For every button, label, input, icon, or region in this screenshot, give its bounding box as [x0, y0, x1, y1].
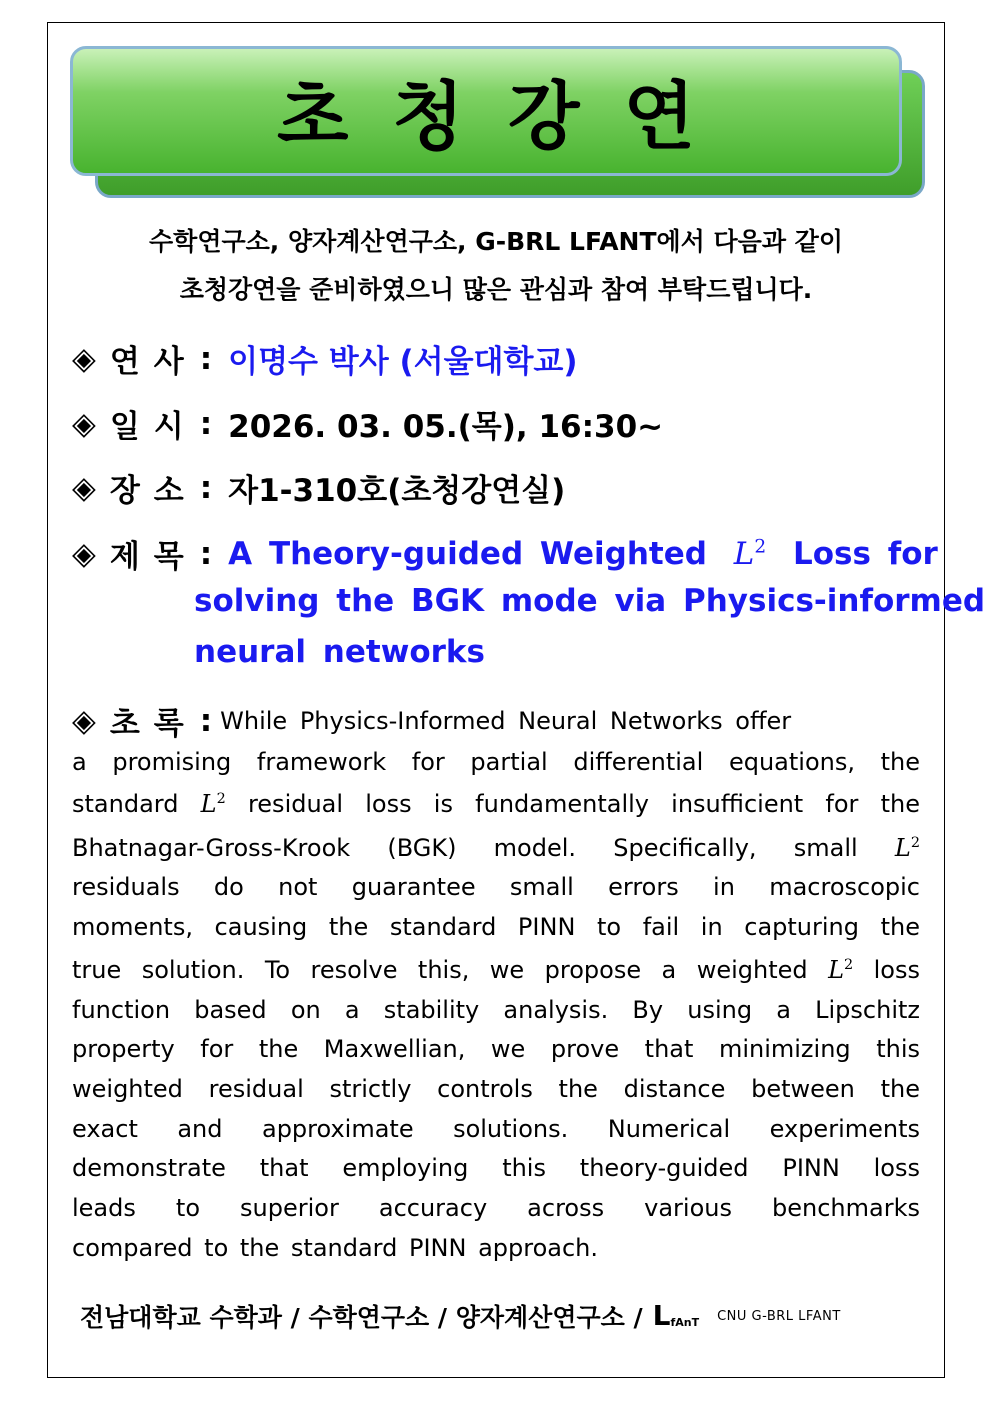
- math-exponent: 2: [844, 957, 854, 973]
- talk-title-line-3: neural networks: [194, 634, 485, 670]
- abstract-line-3: [72, 790, 920, 818]
- math-exponent: 2: [754, 536, 767, 558]
- place-row: [72, 465, 565, 510]
- abstract-line-13: leads to superior accuracy across various benchmarks: [72, 1194, 920, 1222]
- math-base: L: [200, 790, 217, 818]
- abstract-line-7-pre: true solution. To resolve this, we propose a weighted: [72, 956, 808, 984]
- math-exponent: 2: [910, 835, 920, 851]
- intro-line-1: 수학연구소, 양자계산연구소, G-BRL LFANT에서 다음과 같이: [149, 227, 843, 256]
- abstract-line-10: weighted residual strictly controls the distance between the: [72, 1075, 920, 1103]
- lfant-logo: [652, 1299, 700, 1332]
- talk-title-line-1-post: Loss for: [793, 535, 938, 572]
- abstract-line-11: exact and approximate solutions. Numerical experiments: [72, 1115, 920, 1143]
- abstract-line-4: [72, 834, 920, 862]
- colon: :: [199, 405, 213, 442]
- footer-lab-name: CNU G-BRL LFANT: [717, 1308, 841, 1324]
- abstract-line-6: moments, causing the standard PINN to fail in capturing the: [72, 913, 920, 941]
- datetime-row: [72, 401, 663, 446]
- talk-title-line-1: [228, 536, 938, 572]
- datetime-value: 2026. 03. 05.(목), 16:30~: [228, 409, 664, 445]
- abstract-line-3-pre: standard: [72, 790, 179, 818]
- abstract-line-14: compared to the standard PINN approach.: [72, 1234, 599, 1262]
- abstract-line-3-post: residual loss is fundamentally insufficient for the: [247, 790, 920, 818]
- colon: :: [199, 535, 213, 572]
- colon: :: [199, 469, 213, 506]
- abstract-line-9: property for the Maxwellian, we prove that minimizing this: [72, 1035, 920, 1063]
- datetime-label: 일시: [109, 409, 198, 445]
- abstract-row: [72, 698, 791, 743]
- diamond-bullet-icon: ◈: [72, 469, 96, 506]
- logo-letter-l: L: [652, 1299, 671, 1332]
- l2-math-symbol: [895, 834, 920, 862]
- diamond-bullet-icon: ◈: [72, 405, 96, 442]
- abstract-line-1: While Physics-Informed Neural Networks offer: [220, 706, 792, 735]
- abstract-line-8: function based on a stability analysis. By using a Lipschitz: [72, 996, 920, 1024]
- footer-text: 전남대학교 수학과 / 수학연구소 / 양자계산연구소 /: [80, 1303, 643, 1332]
- speaker-row: [72, 336, 578, 381]
- l2-math-symbol: [201, 790, 226, 818]
- abstract-line-4-pre: Bhatnagar-Gross-Krook (BGK) model. Specifically, small: [72, 834, 858, 862]
- abstract-label: 초록: [109, 706, 198, 742]
- abstract-line-7-post: loss: [873, 956, 920, 984]
- abstract-line-7: [72, 956, 920, 984]
- colon: :: [199, 340, 213, 377]
- abstract-line-5: residuals do not guarantee small errors in macroscopic: [72, 873, 920, 901]
- math-base: L: [828, 956, 845, 984]
- math-exponent: 2: [216, 791, 226, 807]
- talk-title-row: [72, 531, 938, 576]
- diamond-bullet-icon: ◈: [72, 702, 96, 739]
- math-base: L: [894, 834, 911, 862]
- speaker-label: 연사: [109, 344, 198, 380]
- diamond-bullet-icon: ◈: [72, 340, 96, 377]
- talk-title-line-1-pre: A Theory-guided Weighted: [228, 535, 707, 572]
- logo-fant: fAnT: [670, 1316, 700, 1329]
- footer: [80, 1298, 841, 1334]
- abstract-line-12: demonstrate that employing this theory-guided PINN loss: [72, 1154, 920, 1182]
- abstract-line-2: a promising framework for partial differential equations, the: [72, 748, 920, 776]
- l2-math-symbol: [828, 956, 853, 984]
- talk-title-label: 제목: [109, 539, 198, 575]
- intro-line-2: 초청강연을 준비하였으니 많은 관심과 참여 부탁드립니다.: [179, 275, 813, 304]
- poster-title: 초청강연: [277, 74, 739, 160]
- talk-title-line-2: solving the BGK mode via Physics-informed: [194, 583, 986, 619]
- title-banner: [70, 46, 902, 176]
- place-label: 장소: [109, 473, 198, 509]
- place-value: 자1-310호(초청강연실): [228, 473, 566, 509]
- math-base: L: [733, 535, 755, 572]
- diamond-bullet-icon: ◈: [72, 535, 96, 572]
- colon: :: [199, 702, 213, 739]
- speaker-value: 이명수 박사 (서울대학교): [228, 344, 578, 380]
- l2-math-symbol: [734, 536, 766, 572]
